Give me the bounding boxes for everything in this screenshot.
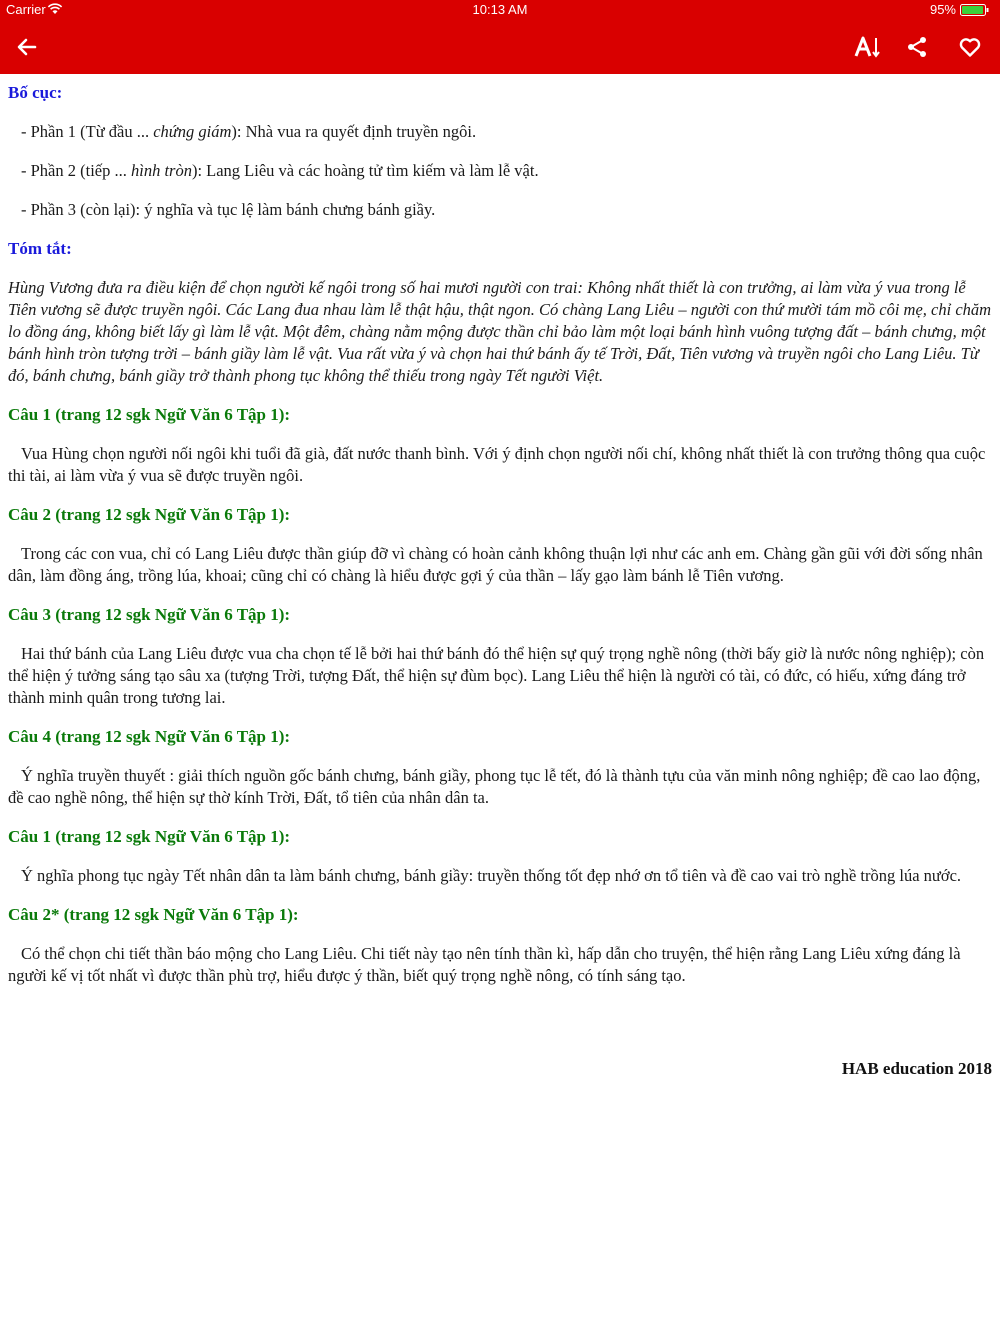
question-5-heading: Câu 1 (trang 12 sgk Ngữ Văn 6 Tập 1): [8, 827, 291, 846]
tom-tat-heading: Tóm tắt: [8, 239, 72, 258]
arrow-left-icon [15, 35, 39, 59]
font-size-icon [853, 34, 883, 60]
favorite-button[interactable] [953, 30, 987, 64]
back-button[interactable] [10, 30, 44, 64]
bo-cuc-heading: Bố cục: [8, 83, 63, 102]
footer-credit: HAB education 2018 [841, 1059, 992, 1078]
heart-icon [958, 35, 982, 59]
nav-bar [0, 20, 1000, 74]
share-icon [905, 35, 929, 59]
question-6-answer: Có thể chọn chi tiết thần báo mộng cho Lang Liêu. Chi tiết này tạo nên tính thần kì, hấp dẫn cho truyện, thể hiện rằng Lang Liêu xứng đáng là người kế vị tốt nhất vì được thần phù trợ, hiểu được ý thần, biết quý trọng nghề nông, có tính sáng tạo. [8, 944, 961, 985]
question-1-heading: Câu 1 (trang 12 sgk Ngữ Văn 6 Tập 1): [8, 405, 291, 424]
status-bar [0, 0, 1000, 20]
question-4-heading: Câu 4 (trang 12 sgk Ngữ Văn 6 Tập 1): [8, 727, 291, 746]
battery-icon [960, 4, 992, 16]
question-4-answer: Ý nghĩa truyền thuyết : giải thích nguồn gốc bánh chưng, bánh giầy, phong tục lễ tết, đó là thành tựu của văn minh nông nghiệp; đề cao lao động, đề cao nghề nông, thể hiện sự thờ kính Trời, Đất, tổ tiên của nhân dân ta. [8, 766, 981, 807]
status-time: 10:13 AM [472, 2, 528, 17]
font-size-button[interactable] [851, 30, 885, 64]
article-content [8, 74, 994, 987]
question-2-answer: Trong các con vua, chỉ có Lang Liêu được thần giúp đỡ vì chàng có hoàn cảnh không thuận lợi như các anh em. Chàng gần gũi với đời sống nhân dân, làm đồng áng, trồng lúa, khoai; cũng chỉ có chàng là hiểu được gợi ý của thần – lấy gạo làm bánh lễ Tiên vương. [8, 544, 983, 585]
question-5-answer: Ý nghĩa phong tục ngày Tết nhân dân ta làm bánh chưng, bánh giầy: truyền thống tốt đẹp nhớ ơn tổ tiên và đề cao vai trò nghề trồng lúa nước. [21, 866, 962, 885]
question-1-answer: Vua Hùng chọn người nối ngôi khi tuổi đã già, đất nước thanh bình. Với ý định chọn người nối chí, không nhất thiết là con trưởng thông qua cuộc thi tài, ai làm vừa ý vua sẽ được truyền ngôi. [8, 444, 986, 485]
question-6-heading: Câu 2* (trang 12 sgk Ngữ Văn 6 Tập 1): [8, 905, 299, 924]
part-1-text: - Phần 1 (Từ đầu ... chứng giám): Nhà vua ra quyết định truyền ngôi. [21, 122, 477, 141]
carrier-label: Carrier [6, 2, 46, 17]
summary-text: Hùng Vương đưa ra điều kiện để chọn người kế ngôi trong số hai mươi người con trai: Không nhất thiết là con trưởng, ai làm vừa ý vua trong lễ Tiên vương sẽ được truyền ngôi. Các Lang đua nhau làm lễ thật hậu, thật ngon. Có chàng Lang Liêu – người con thứ mười tám mồ côi mẹ, chỉ chăm lo đồng áng, không biết lấy gì làm lễ vật. Một đêm, chàng nằm mộng được thần chỉ bảo làm một loại bánh hình vuông tượng đất – bánh chưng, một bánh hình tròn tượng trời – bánh giầy làm lễ vật. Vua rất vừa ý và chọn hai thứ bánh ấy tế Trời, Đất, Tiên vương và truyền ngôi cho Lang Liêu. Từ đó, bánh chưng, bánh giầy trở thành phong tục không thể thiếu trong ngày Tết người Việt. [8, 278, 992, 385]
part-2-text: - Phần 2 (tiếp ... hình tròn): Lang Liêu và các hoàng tử tìm kiếm và làm lễ vật. [21, 161, 539, 180]
question-3-answer: Hai thứ bánh của Lang Liêu được vua cha chọn tế lễ bởi hai thứ bánh đó thể hiện sự quý trọng nghề nông (thời bấy giờ là nước nông nghiệp); còn thể hiện ý tưởng sáng tạo sâu xa (tượng Trời, tượng Đất, thể hiện sự đùm bọc). Lang Liêu thể hiện là người có tài, có đức, có hiếu, xứng đáng trở thành minh quân trong tương lai. [8, 644, 985, 707]
battery-percent: 95% [929, 2, 956, 17]
part-3-text: - Phần 3 (còn lại): ý nghĩa và tục lệ làm bánh chưng bánh giầy. [21, 200, 436, 219]
question-2-heading: Câu 2 (trang 12 sgk Ngữ Văn 6 Tập 1): [8, 505, 291, 524]
question-3-heading: Câu 3 (trang 12 sgk Ngữ Văn 6 Tập 1): [8, 605, 291, 624]
share-button[interactable] [900, 30, 934, 64]
